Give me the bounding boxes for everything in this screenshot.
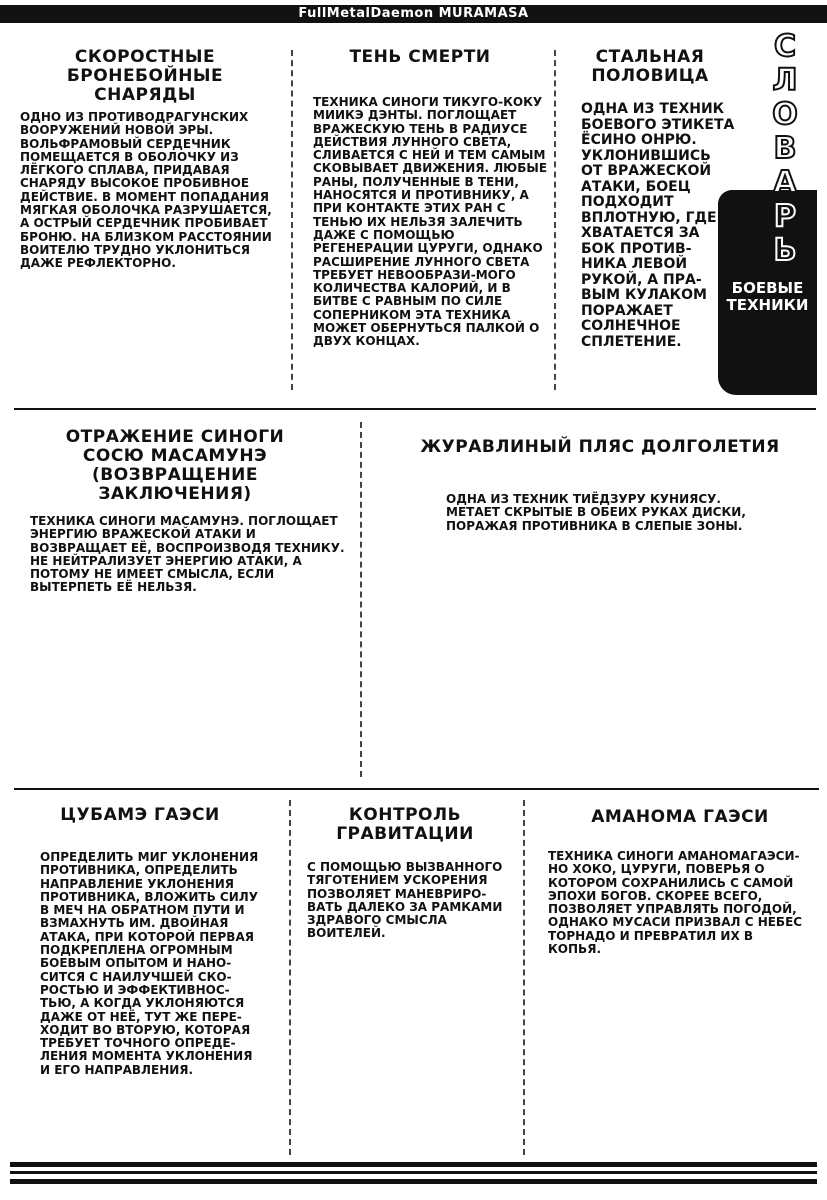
vertical-letter: В bbox=[773, 131, 797, 166]
entry-title: АМАНОМА ГАЭСИ bbox=[591, 807, 769, 827]
vertical-letter: С bbox=[773, 29, 797, 64]
divider-vertical bbox=[523, 800, 525, 1155]
sidebar-label: БОЕВЫЕ ТЕХНИКИ bbox=[726, 279, 809, 314]
divider-vertical bbox=[289, 800, 291, 1155]
divider-horizontal bbox=[14, 408, 816, 410]
sidebar-vertical-title bbox=[760, 30, 810, 268]
entry-title: СТАЛЬНАЯ ПОЛОВИЦА bbox=[591, 47, 709, 86]
entry-body: ТЕХНИКА СИНОГИ ТИКУГО-КОКУ МИИКЭ ДЭНТЫ. ПОГЛОЩАЕТ ВРАЖЕСКУЮ ТЕНЬ В РАДИУСЕ ДЕЙСТВИЯ ЛУННОГО СВЕТА, СЛИВАЕТСЯ С НЕЙ И ТЕМ САМЫМ СКОВЫВАЕТ ДВИЖЕНИЯ. ЛЮБЫЕ РАНЫ, ПОЛУЧЕННЫЕ В ТЕНИ, НАНОСЯТСЯ И ПРОТИВНИКУ, А ПРИ КОНТАКТЕ ЭТИХ РАН С ТЕНЬЮ ИХ НЕЛЬЗЯ ЗАЛЕЧИТЬ ДАЖЕ С ПОМОЩЬЮ РЕГЕНЕРАЦИИ ЦУРУГИ, ОДНАКО РАСШИРЕНИЕ ЛУННОГО СВЕТА ТРЕБУЕТ НЕВООБРАЗИ-МОГО КОЛИЧЕСТВА КАЛОРИЙ, И В БИТВЕ С РАВНЫМ ПО СИЛЕ СОПЕРНИКОМ ЭТА ТЕХНИКА МОЖЕТ ОБЕРНУТЬСЯ ПАЛКОЙ О ДВУХ КОНЦАХ. bbox=[313, 95, 548, 349]
entry-body: С ПОМОЩЬЮ ВЫЗВАННОГО ТЯГОТЕНИЕМ УСКОРЕНИЯ ПОЗВОЛЯЕТ МАНЕВРИРО-ВАТЬ ДАЛЕКО ЗА РАМКАМИ ЗДРАВОГО СМЫСЛА ВОИТЕЛЕЙ. bbox=[307, 860, 503, 941]
divider-vertical bbox=[360, 422, 362, 777]
entry-body: ТЕХНИКА СИНОГИ МАСАМУНЭ. ПОГЛОЩАЕТ ЭНЕРГИЮ ВРАЖЕСКОЙ АТАКИ И ВОЗВРАЩАЕТ ЕЁ, ВОСПРОИЗВОДЯ ТЕХНИКУ. НЕ НЕЙТРАЛИЗУЕТ ЭНЕРГИЮ АТАКИ, А ПОТОМУ НЕ ИМЕЕТ СМЫСЛА, ЕСЛИ ВЫТЕРПЕТЬ ЕЁ НЕЛЬЗЯ. bbox=[30, 514, 345, 595]
divider-vertical bbox=[554, 50, 556, 390]
entry-title: ЖУРАВЛИНЫЙ ПЛЯС ДОЛГОЛЕТИЯ bbox=[420, 437, 780, 457]
footer-line bbox=[10, 1171, 817, 1174]
entry-body: ОПРЕДЕЛИТЬ МИГ УКЛОНЕНИЯ ПРОТИВНИКА, ОПРЕДЕЛИТЬ НАПРАВЛЕНИЕ УКЛОНЕНИЯ ПРОТИВНИКА, ВЛОЖИТЬ СИЛУ В МЕЧ НА ОБРАТНОМ ПУТИ И ВЗМАХНУТЬ ИМ. ДВОЙНАЯ АТАКА, ПРИ КОТОРОЙ ПЕРВАЯ ПОДКРЕПЛЕНА ОГРОМНЫМ БОЕВЫМ ОПЫТОМ И НАНО-СИТСЯ С НАИЛУЧШЕЙ СКО-РОСТЬЮ И ЭФФЕКТИВНОС-ТЬЮ, А КОГДА УКЛОНЯЮТСЯ ДАЖЕ ОТ НЕЁ, ТУТ ЖЕ ПЕРЕ-ХОДИТ ВО ВТОРУЮ, КОТОРАЯ ТРЕБУЕТ ТОЧНОГО ОПРЕДЕ-ЛЕНИЯ МОМЕНТА УКЛОНЕНИЯ И ЕГО НАПРАВЛЕНИЯ. bbox=[40, 850, 259, 1077]
entry-title: ТЕНЬ СМЕРТИ bbox=[349, 47, 491, 67]
vertical-letter: Ь bbox=[773, 233, 797, 268]
entry-title: ОТРАЖЕНИЕ СИНОГИ СОСЮ МАСАМУНЭ (ВОЗВРАЩЕНИЕ ЗАКЛЮЧЕНИЯ) bbox=[65, 427, 285, 504]
entry-body: ТЕХНИКА СИНОГИ АМАНОМАГАЭСИ-НО ХОКО, ЦУРУГИ, ПОВЕРЬЯ О КОТОРОМ СОХРАНИЛИСЬ С САМОЙ ЭПОХИ БОГОВ. СКОРЕЕ ВСЕГО, ПОЗВОЛЯЕТ УПРАВЛЯТЬ ПОГОДОЙ, ОДНАКО МУСАСИ ПРИЗВАЛ С НЕБЕС ТОРНАДО И ПРЕВРАТИЛ ИХ В КОПЬЯ. bbox=[548, 849, 803, 957]
vertical-letter: Л bbox=[772, 63, 798, 98]
entry-body: ОДНА ИЗ ТЕХНИК ТИЁДЗУРУ КУНИЯСУ. МЕТАЕТ СКРЫТЫЕ В ОБЕИХ РУКАХ ДИСКИ, ПОРАЖАЯ ПРОТИВНИКА В СЛЕПЫЕ ЗОНЫ. bbox=[446, 492, 746, 533]
entry-body: ОДНО ИЗ ПРОТИВОДРАГУНСКИХ ВООРУЖЕНИЙ НОВОЙ ЭРЫ. ВОЛЬФРАМОВЫЙ СЕРДЕЧНИК ПОМЕЩАЕТСЯ В ОБОЛОЧКУ ИЗ ЛЁГКОГО СПЛАВА, ПРИДАВАЯ СНАРЯДУ ВЫСОКОЕ ПРОБИВНОЕ ДЕЙСТВИЕ. В МОМЕНТ ПОПАДАНИЯ МЯГКАЯ ОБОЛОЧКА РАЗРУШАЕТСЯ, А ОСТРЫЙ СЕРДЕЧНИК ПРОБИВАЕТ БРОНЮ. НА БЛИЗКОМ РАССТОЯНИИ ВОИТЕЛЮ ТРУДНО УКЛОНИТЬСЯ ДАЖЕ РЕФЛЕКТОРНО. bbox=[20, 110, 272, 271]
vertical-letter: А bbox=[773, 165, 797, 200]
vertical-letter: Р bbox=[774, 199, 796, 234]
vertical-letter: О bbox=[772, 97, 798, 132]
footer-line bbox=[10, 1162, 817, 1167]
entry-title: КОНТРОЛЬ ГРАВИТАЦИИ bbox=[336, 805, 474, 844]
page-footer bbox=[10, 1162, 817, 1190]
divider-vertical bbox=[291, 50, 293, 390]
entry-title: СКОРОСТНЫЕ БРОНЕБОЙНЫЕ СНАРЯДЫ bbox=[66, 47, 224, 105]
entry-title: ЦУБАМЭ ГАЭСИ bbox=[60, 805, 220, 825]
entry-body: ОДНА ИЗ ТЕХНИК БОЕВОГО ЭТИКЕТА ЁСИНО ОНРЮ. УКЛОНИВШИСЬ ОТ ВРАЖЕСКОЙ АТАКИ, БОЕЦ ПОДХОДИТ ВПЛОТНУЮ, ГДЕ ХВАТАЕТСЯ ЗА БОК ПРОТИВ-НИКА ЛЕВОЙ РУКОЙ, А ПРА-ВЫМ КУЛАКОМ ПОРАЖАЕТ СОЛНЕЧНОЕ СПЛЕТЕНИЕ. bbox=[581, 101, 735, 350]
page-header bbox=[0, 0, 827, 28]
footer-line bbox=[10, 1179, 817, 1184]
divider-horizontal bbox=[14, 788, 819, 790]
header-title: FullMetalDaemon MURAMASA bbox=[288, 6, 538, 21]
